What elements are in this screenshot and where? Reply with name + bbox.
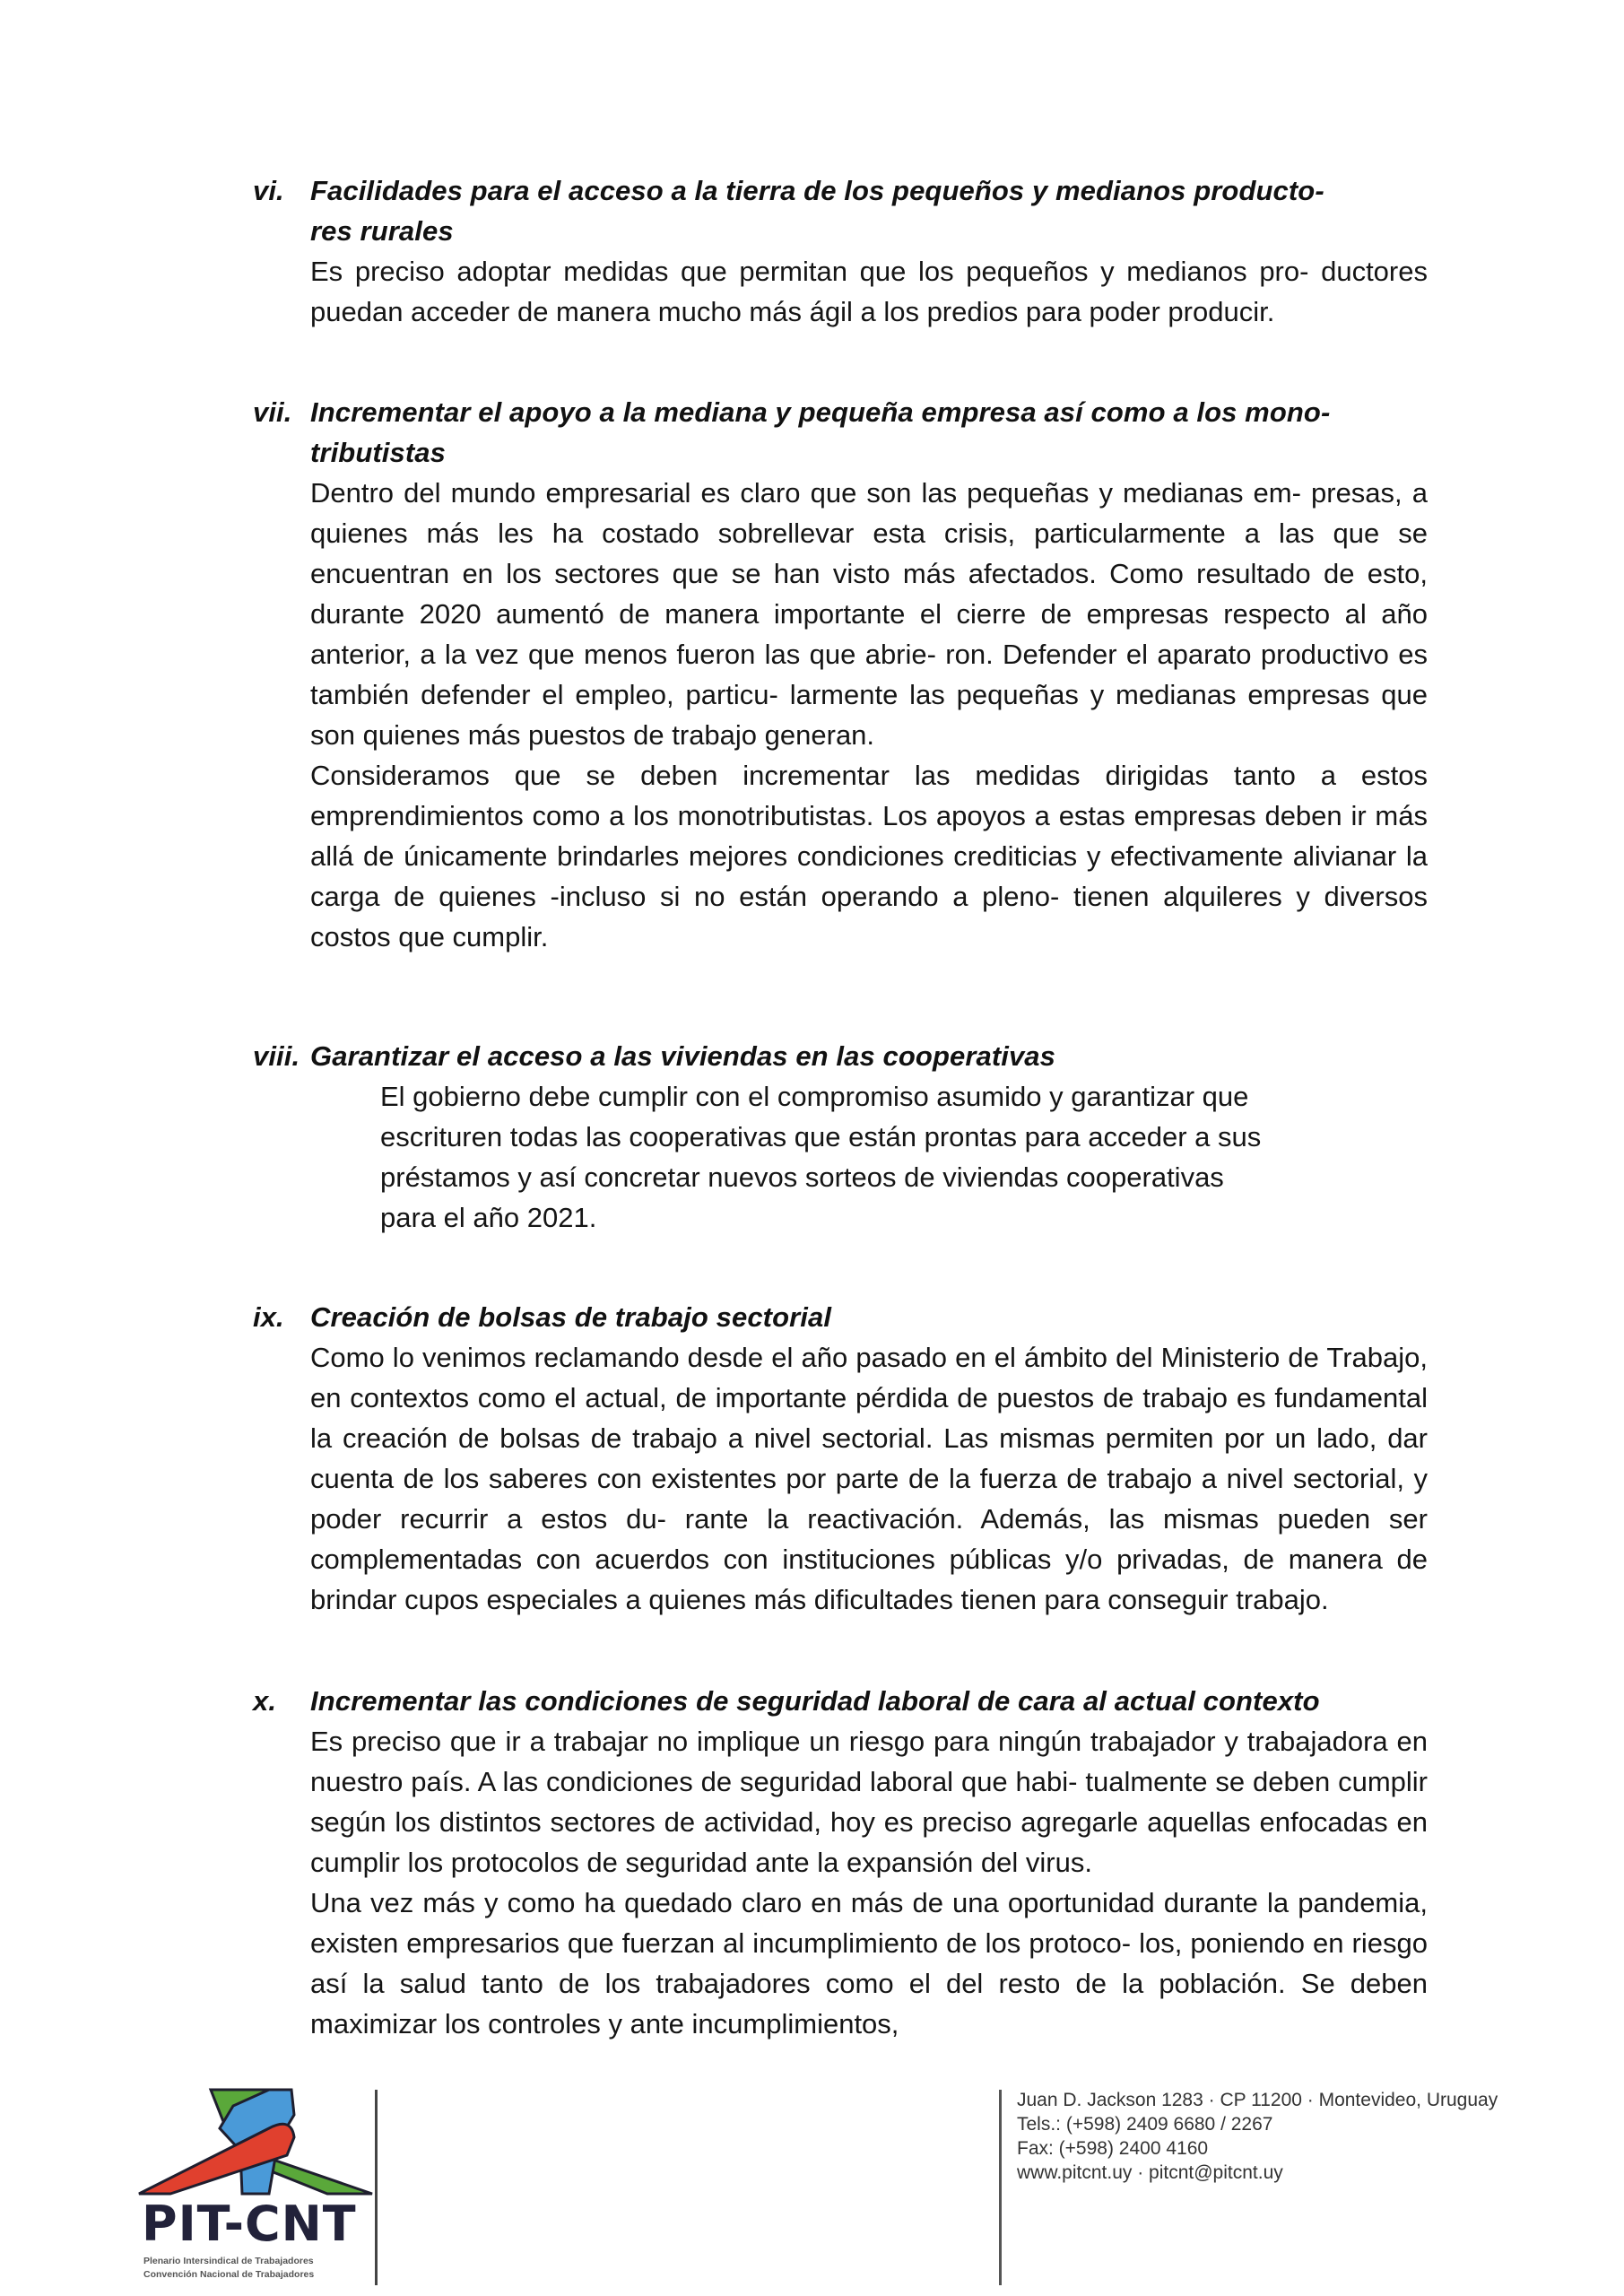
section-title-line1: Garantizar el acceso a las viviendas en las cooperativas [310,1040,1055,1072]
section-heading [253,170,1428,251]
paragraph: Consideramos que se deben incrementar las medidas dirigidas tanto a estos emprendimientos como a los monotributistas. Los apoyos a estas empresas deben ir más allá de únicamente brindarles mejores condiciones crediticias y efectivamente alivianar la carga de quienes -incluso si no están operando a pleno- tienen alquileres y diversos costos que cumplir. [310,760,1428,952]
footer-divider-right [999,2090,1002,2285]
section-heading [253,1297,1428,1337]
section-x [253,1681,1428,2044]
contact-phones: Tels.: (+598) 2409 6680 / 2267 [1017,2114,1273,2135]
section-vii [253,392,1428,957]
paragraph: Dentro del mundo empresarial es claro que son las pequeñas y medianas em- presas, a quienes más les ha costado sobrellevar esta crisis, particularmente a las que se encuentran en los sectores que se han visto más afectados. Como resultado de esto, durante 2020 aumentó de manera importante el cierre de empresas respecto al año anterior, a la vez que menos fueron las que abrie- ron. Defender el aparato productivo es también defender el empleo, particu- larmente las pequeñas y medianas empresas que son quienes más puestos de trabajo generan. [310,477,1428,751]
section-title-line1: Facilidades para el acceso a la tierra de los pequeños y medianos producto- [310,175,1324,206]
section-number: x. [253,1685,277,1717]
section-heading [253,392,1428,473]
section-body [253,1076,1277,1238]
paragraph: El gobierno debe cumplir con el compromiso asumido y garantizar que escrituren todas las cooperativas que están prontas para acceder a sus préstamos y así concretar nuevos sorteos de viviendas cooperativas para el año 2021. [380,1081,1262,1233]
section-title-line1: Incrementar las condiciones de seguridad laboral de cara al actual contexto [310,1685,1320,1717]
section-body [253,1337,1428,1620]
paragraph: Una vez más y como ha quedado claro en más de una oportunidad durante la pandemia, existen empresarios que fuerzan al incumplimiento de los protoco- los, poniendo en riesgo así la salud tanto de los trabajadores como el del resto de la población. Se deben maximizar los controles y ante incumplimientos, [310,1887,1428,2039]
paragraph: Como lo venimos reclamando desde el año pasado en el ámbito del Ministerio de Trabajo, en contextos como el actual, de importante pérdida de puestos de trabajo es fundamental la creación de bolsas de trabajo a nivel sectorial. Las mismas permiten por un lado, dar cuenta de los saberes con existentes por parte de la fuerza de trabajo a nivel sectorial, y poder recurrir a estos du- rante la reactivación. Además, las mismas pueden ser complementadas con acuerdos con instituciones públicas y/o privadas, de manera de brindar cupos especiales a quienes más dificultades tienen para conseguir trabajo. [310,1342,1428,1615]
contact-web-email[interactable]: www.pitcnt.uy · pitcnt@pitcnt.uy [1017,2162,1283,2183]
braided-strands-icon [135,2088,377,2196]
section-number: vi. [253,175,284,206]
section-number: viii. [253,1040,300,1072]
section-title-line2: tributistas [310,437,446,468]
section-title-line1: Creación de bolsas de trabajo sectorial [310,1301,832,1333]
section-viii [253,1036,1428,1238]
section-body [253,1721,1428,2044]
contact-address: Juan D. Jackson 1283 · CP 11200 · Montevideo, Uruguay [1017,2090,1498,2110]
section-body [253,251,1428,332]
footer-divider-left [375,2090,378,2285]
section-heading [253,1681,1428,1721]
section-title-line2: res rurales [310,215,454,247]
page-footer [0,2081,1624,2296]
contact-info [1017,2088,1498,2185]
section-body [253,473,1428,957]
section-vi [253,170,1428,332]
section-number: vii. [253,396,292,428]
paragraph: Es preciso adoptar medidas que permitan que los pequeños y medianos pro- ductores puedan acceder de manera mucho más ágil a los predios para poder producir. [310,256,1428,327]
section-title-line1: Incrementar el apoyo a la mediana y pequeña empresa así como a los mono- [310,396,1331,428]
section-heading [253,1036,1428,1076]
paragraph: Es preciso que ir a trabajar no implique un riesgo para ningún trabajador y trabajadora en nuestro país. A las condiciones de seguridad laboral que habi- tualmente se deben cumplir según los distintos sectores de actividad, hoy es preciso agregarle aquellas enfocadas en cumplir los protocolos de seguridad ante la expansión del virus. [310,1726,1428,1878]
section-number: ix. [253,1301,284,1333]
section-ix [253,1297,1428,1620]
logo-subtitle: Plenario Intersindical de Trabajadores Convención Nacional de Trabajadores [143,2256,315,2280]
logo-title: PIT-CNT [142,2196,357,2252]
contact-fax: Fax: (+598) 2400 4160 [1017,2138,1209,2159]
pit-cnt-logo [135,2088,377,2294]
